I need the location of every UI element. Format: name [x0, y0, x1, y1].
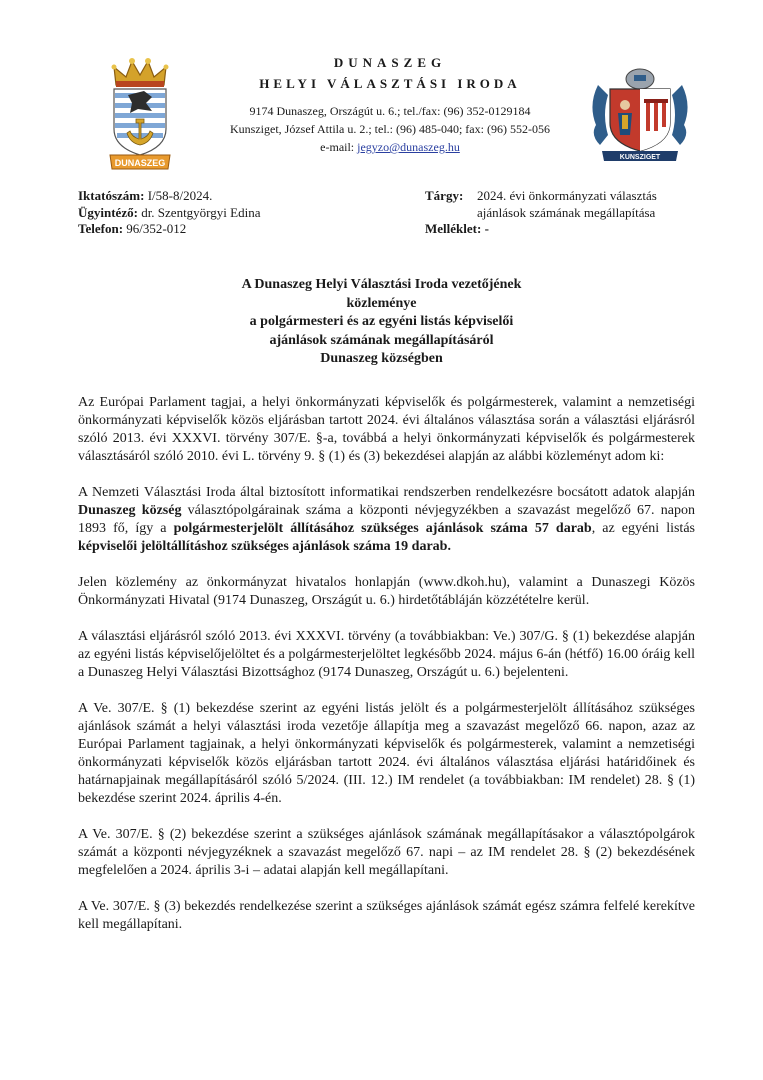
targy-value-line1: 2024. évi önkormányzati választás — [477, 188, 657, 203]
iktatoszam-label: Iktatószám: — [78, 188, 145, 203]
paragraph-announcement — [78, 484, 695, 556]
paragraph-deadline: A választási eljárásról szóló 2013. évi XXXVI. törvény (a továbbiakban: Ve.) 307/G. § (1) bekezdése alapján az egyéni listás képviselőjelöltet és a polgármesterjelöltet legkésőbb 2024. május 6-án (hétfő) 16.00 óráig kell a Dunaszeg Helyi Választási Bizottsághoz (9174 Dunaszeg, Országút u. 6.) bejelenteni. — [78, 629, 695, 680]
targy-value-line2: ajánlások számának megállapítása — [477, 204, 656, 220]
paragraph-ve-307e-1: A Ve. 307/E. § (1) bekezdése szerint az egyéni listás jelölt és a polgármesterjelölt állításához szükséges ajánlások számát a helyi választási iroda vezetője állapítja meg a szavazást megelőző 66. napon, azaz az Európai Parlament tagjainak, a helyi önkormányzati képviselők és polgármesterek, valamint a nemzetiségi önkormányzati képviselők közös eljárásban tartott 2024. évi általános választása eljárási határidőinek és határnapjainak megállapításáról szóló 5/2024. (III. 12.) IM rendelet (a továbbiakban: IM rendelet) 28. § (1) bekezdése szerint 2024. április 4-én. — [78, 701, 695, 806]
title-line2: közleménye — [346, 295, 417, 311]
p2-municipality: Dunaszeg község — [78, 503, 182, 518]
title-line5: Dunaszeg községben — [320, 351, 443, 366]
p2-representative-recommendations: képviselői jelöltállításhoz szükséges ajánlások száma 19 darab. — [78, 539, 451, 554]
meta-left-block — [78, 188, 260, 238]
kunsziget-crest-logo — [588, 65, 692, 163]
title-line4: ajánlások számának megállapításáról — [269, 332, 494, 348]
paragraph-ve-307e-2: A Ve. 307/E. § (2) bekezdése szerint a szükséges ajánlások számának megállapításakor a választópolgárok számát a központi névjegyzéknek a szavazást megelőző 67. napi – az IM rendelet 28. § (2) bekezdésének megfelelően a 2024. április 3-i – adatai alapján kell megállapítani. — [78, 827, 695, 878]
email-link[interactable]: jegyzo@dunaszeg.hu — [357, 140, 460, 154]
p2-mayor-recommendations: polgármesterjelölt állításához szükséges ajánlások száma 57 darab — [173, 521, 592, 536]
melleklet-row — [425, 221, 657, 238]
ugyintezo-value: dr. Szentgyörgyi Edina — [141, 204, 261, 220]
telefon-row — [78, 221, 260, 238]
letterhead-address-dunaszeg: 9174 Dunaszeg, Országút u. 6.; tel./fax: (96) 352-0129184 — [249, 104, 531, 118]
telefon-value: 96/352-012 — [126, 221, 187, 236]
p2-text-c: választópolgárainak száma a központi névjegyzékben a szavazást megelőző 67. napon 1893 fő, így a — [78, 503, 695, 536]
document-title — [78, 276, 685, 369]
melleklet-value: - — [484, 221, 489, 236]
ugyintezo-label: Ügyintéző: — [78, 204, 138, 220]
title-line1: A Dunaszeg Helyi Választási Iroda vezetőjének — [241, 277, 522, 292]
letterhead-title-line1: DUNASZEG — [333, 55, 447, 70]
document-body — [78, 394, 695, 952]
kunsziget-banner-text: KUNSZIGET — [619, 154, 661, 161]
telefon-label: Telefon: — [78, 221, 124, 236]
letterhead-address-kunsziget: Kunsziget, József Attila u. 2.; tel.: (96) 485-040; fax: (96) 552-056 — [230, 122, 550, 136]
paragraph-ve-307e-3: A Ve. 307/E. § (3) bekezdés rendelkezése szerint a szükséges ajánlások számát egész számra felfelé kerekítve kell megállapítani. — [78, 899, 695, 932]
iktatoszam-row — [78, 188, 260, 205]
paragraph-intro: Az Európai Parlament tagjai, a helyi önkormányzati képviselők és polgármesterek, valamint a nemzetiségi önkormányzati képviselők közös eljárásban tartott 2024. évi általános választása során a választási eljárásról szóló 2013. évi XXXVI. törvény 307/E. §-a, továbbá a helyi önkormányzati képviselők és polgármesterek választásáról szóló 2010. évi L. törvény 9. § (1) és (3) bekezdései alapján az alábbi közleményt adom ki: — [78, 395, 695, 464]
melleklet-label: Melléklet: — [425, 221, 482, 236]
dunaszeg-crest-logo — [108, 55, 172, 173]
p2-text-e: , az egyéni listás — [591, 521, 695, 536]
paragraph-publication: Jelen közlemény az önkormányzat hivatalos honlapján (www.dkoh.hu), valamint a Dunaszegi Közös Önkormányzati Hivatal (9174 Dunaszeg, Országút u. 6.) hirdetőtábláján közzétételre kerül. — [78, 575, 695, 608]
title-line3: a polgármesteri és az egyéni listás képviselői — [249, 314, 514, 329]
meta-right-block — [425, 188, 657, 238]
letterhead-title-line2: HELYI VÁLASZTÁSI IRODA — [259, 76, 521, 91]
p2-text-a: A Nemzeti Választási Iroda által biztosított informatikai rendszerben rendelkezésre bocsátott adatok alapján — [78, 485, 695, 500]
letterhead-email-row — [195, 138, 585, 156]
iktatoszam-value: I/58-8/2024. — [147, 188, 213, 203]
targy-row — [425, 188, 657, 221]
targy-label: Tárgy: — [425, 188, 464, 203]
letterhead — [195, 55, 585, 156]
ugyintezo-row — [78, 205, 260, 222]
email-label: e-mail: — [320, 140, 358, 154]
dunaszeg-banner-text: DUNASZEG — [114, 158, 166, 168]
